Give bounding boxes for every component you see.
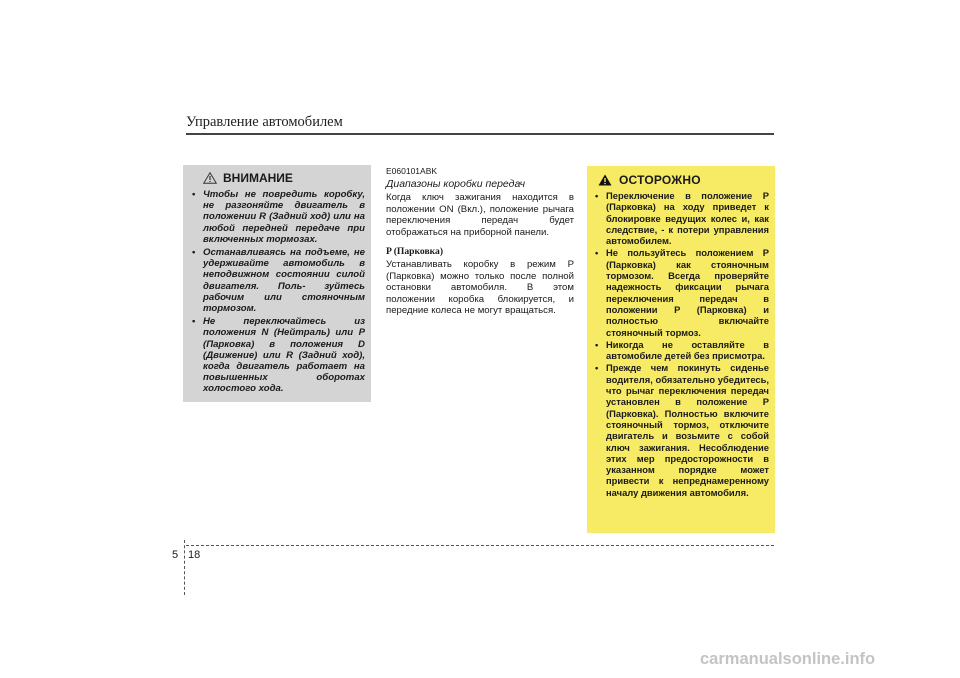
section-code: E060101ABK	[386, 166, 438, 176]
notice-item: • Останавливаясь на подъеме, не удерживайте автомобиль в неподвижном состоянии силой двигателя. Поль- зуйтесь рабочим или стояночным тормозом.	[191, 247, 365, 314]
caution-triangle-icon	[203, 172, 217, 184]
header-title: Управление автомобилем	[186, 114, 343, 130]
notice-header	[203, 171, 365, 185]
warning-triangle-icon	[598, 174, 612, 186]
watermark: carmanualsonline.info	[700, 650, 876, 668]
notice-title: ВНИМАНИЕ	[223, 171, 293, 185]
notice-item: • Не переключайтесь из положения N (Нейтраль) или P (Парковка) в положения D (Движение) или R (Задний ход), когда двигатель работает на повышенных оборотах холостого хода.	[191, 316, 365, 394]
intro-paragraph: Когда ключ зажигания находится в положении ON (Вкл.), положение рычага переключения передач будет отображаться на приборной панели.	[386, 192, 574, 238]
notice-list	[191, 189, 365, 395]
section-title: Диапазоны коробки передач	[386, 178, 526, 190]
warning-list	[594, 190, 769, 498]
warning-box	[587, 166, 775, 533]
header-rule	[186, 133, 774, 135]
warning-item: • Переключение в положение P (Парковка) на ходу приведет к блокировке ведущих колес и, как следствие, - к потери управления автомобилем.	[594, 190, 769, 246]
park-heading: P (Парковка)	[386, 246, 444, 257]
park-paragraph: Устанавливать коробку в режим P (Парковка) можно только после полной остановки автомобиля. В этом положении коробка блокируется, и передние колеса не могут вращаться.	[386, 259, 574, 316]
chapter-number: 5	[172, 549, 179, 561]
notice-box	[183, 165, 371, 402]
footer-vertical-rule	[184, 540, 185, 595]
page-number: 18	[188, 549, 201, 561]
footer-rule	[186, 545, 774, 546]
warning-item: • Прежде чем покинуть сиденье водителя, обязательно убедитесь, что рычаг переключения передач установлен в положение P (Парковка). Полностью включите стояночный тормоз, отключите двигатель и возьмите с собой ключ зажигания. Несоблюдение этих мер предосторожности в указанном порядке может привести к непреднамеренному началу движения автомобиля.	[594, 362, 769, 498]
warning-title: ОСТОРОЖНО	[619, 173, 701, 187]
warning-item: • Не пользуйтесь положением P (Парковка) как стояночным тормозом. Всегда проверяйте надежность фиксации рычага переключения передач в положении P (Парковка) и полностью включайте стояночный тормоз.	[594, 247, 769, 337]
notice-item: • Чтобы не повредить коробку, не разгоняйте двигатель в положении R (Задний ход) или на любой передней передаче при включенных тормозах.	[191, 189, 365, 245]
main-column	[386, 166, 574, 317]
warning-header	[598, 173, 769, 187]
warning-item: • Никогда не оставляйте в автомобиле детей без присмотра.	[594, 339, 769, 362]
